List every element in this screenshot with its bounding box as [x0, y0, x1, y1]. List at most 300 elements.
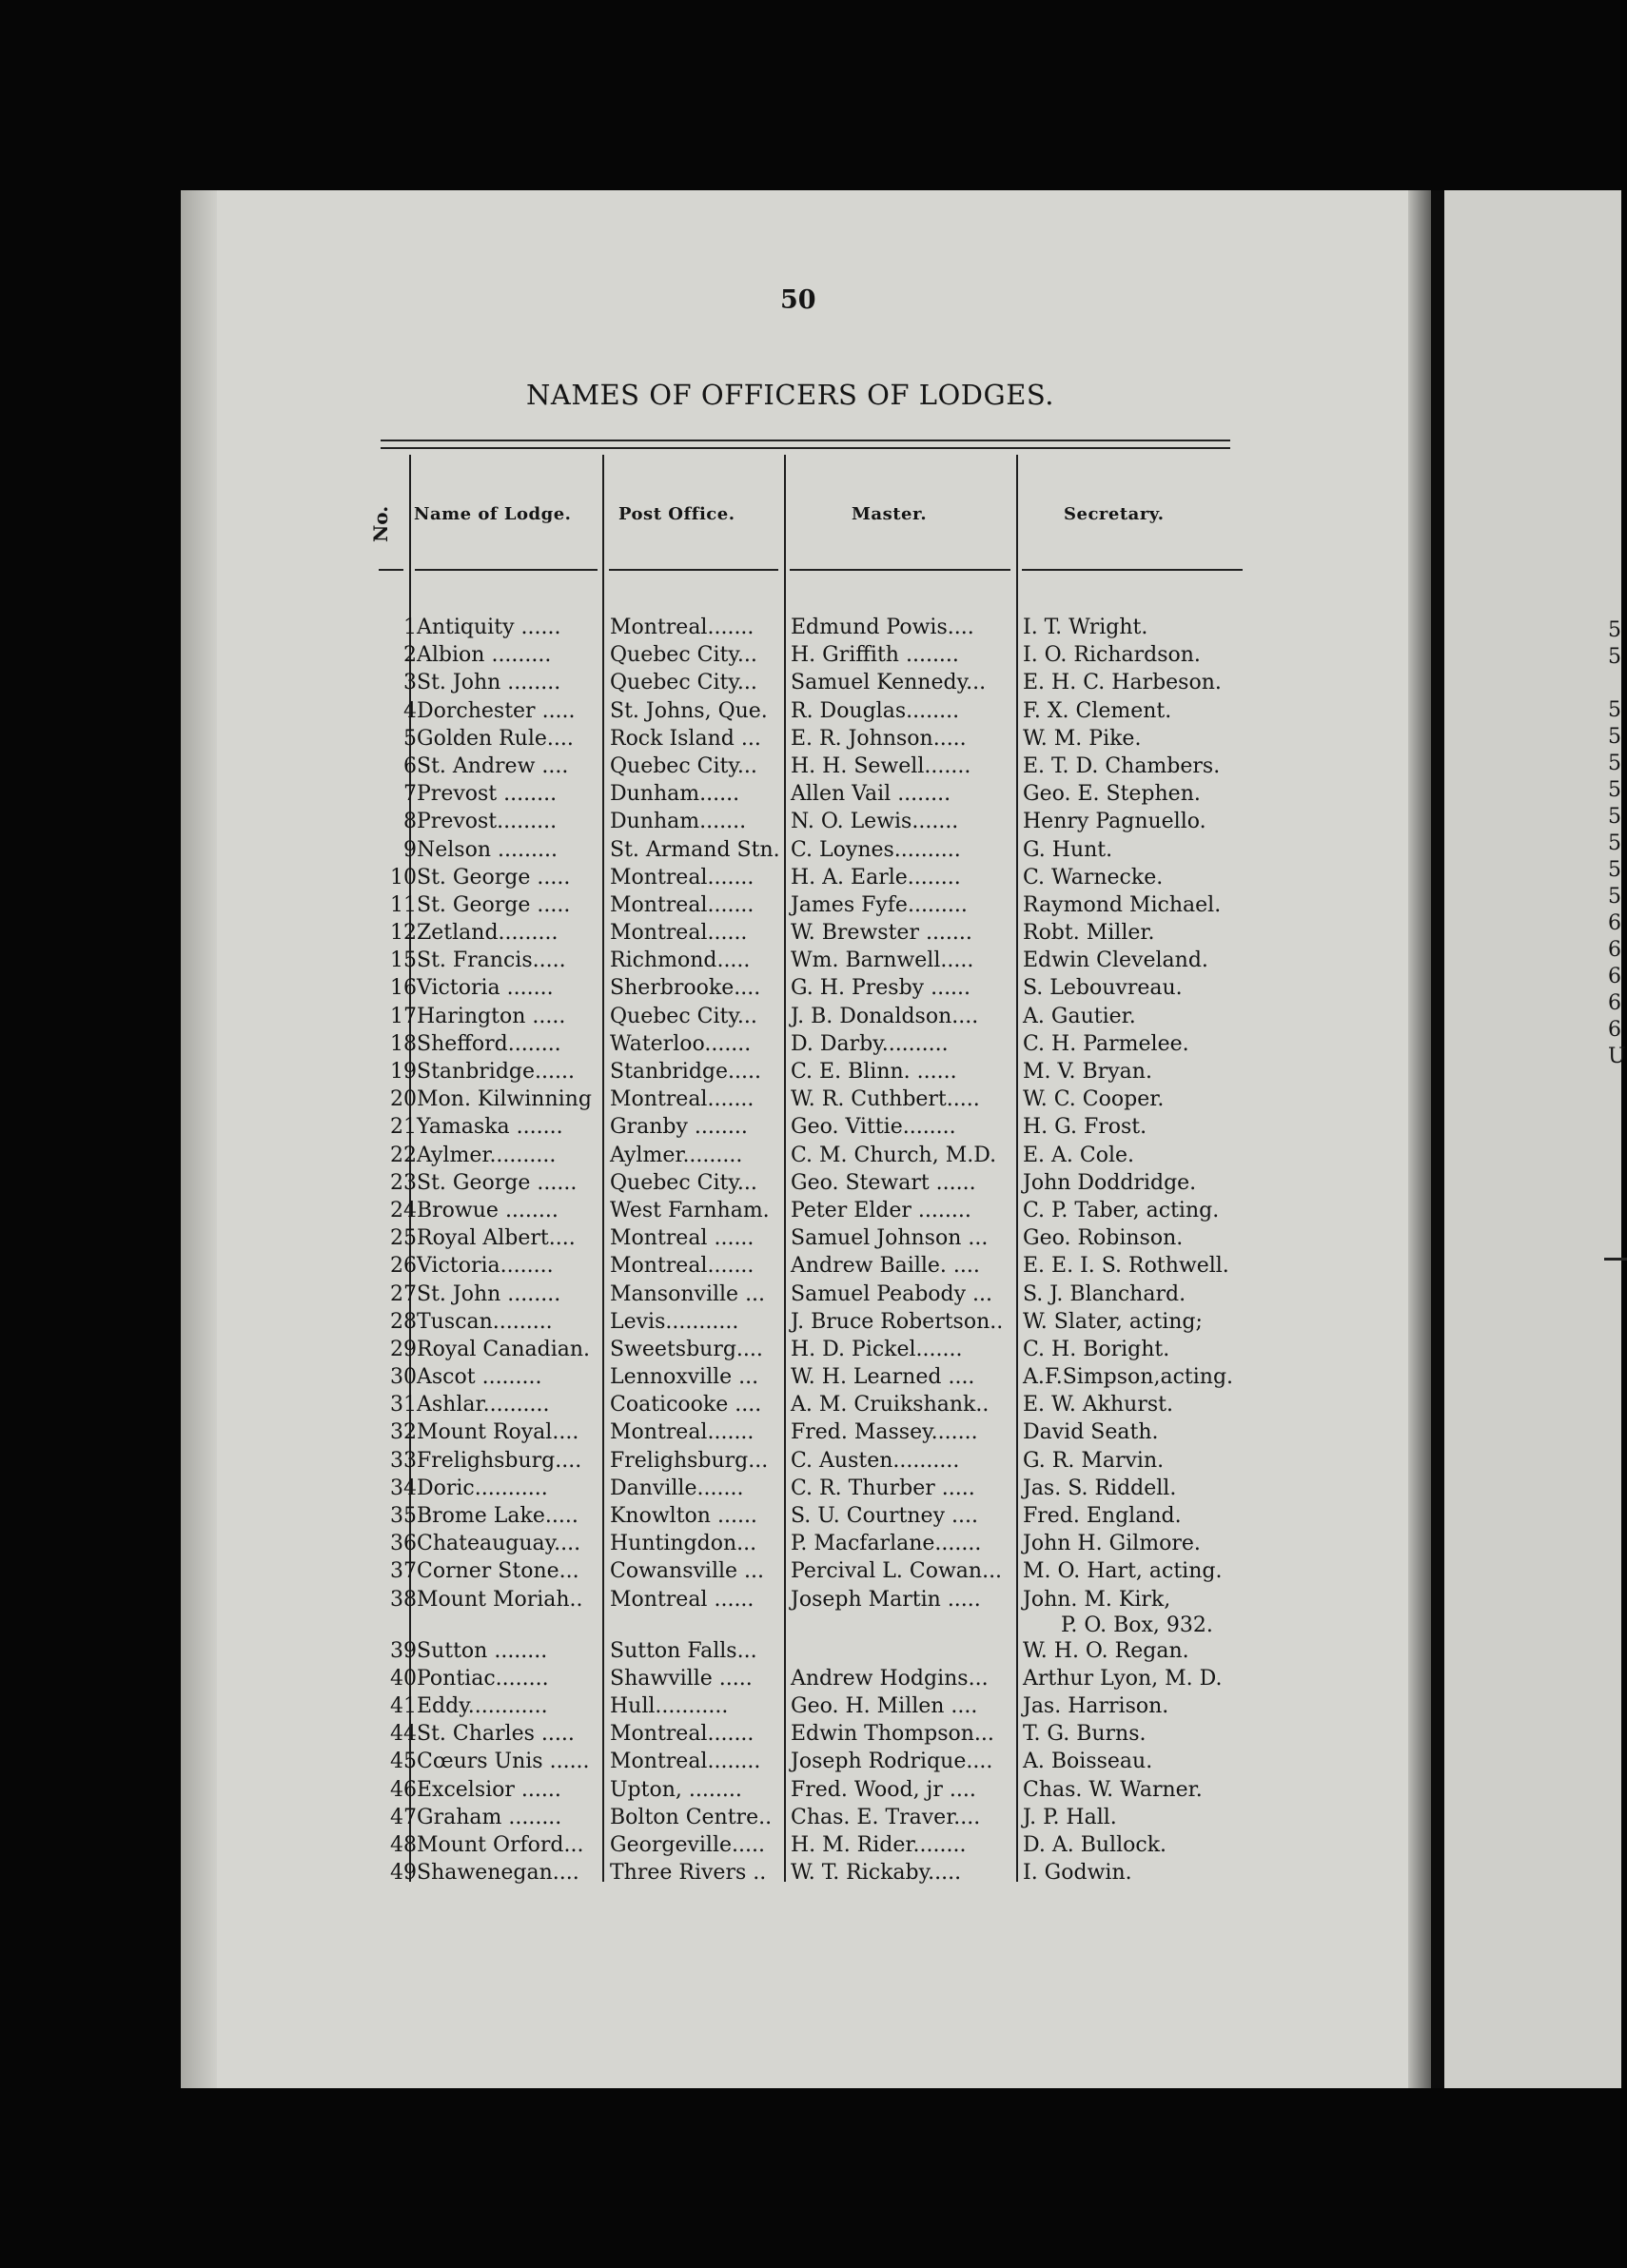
secretary-name: C. Warnecke. [1023, 865, 1164, 890]
lodge-number: 12 [390, 921, 417, 946]
lodge-name: St. John ........ [417, 1281, 561, 1306]
header-rule-name [415, 569, 598, 571]
table-row [0, 1308, 1427, 1336]
lodge-name: Shawenegan.... [417, 1861, 579, 1886]
post-office: Upton, ........ [610, 1777, 742, 1802]
post-office: Quebec City... [610, 1004, 757, 1028]
post-office: Georgeville..... [610, 1832, 765, 1857]
post-office: Three Rivers .. [610, 1861, 767, 1886]
master-name: P. Macfarlane....... [791, 1532, 982, 1556]
post-office: Waterloo....... [610, 1031, 752, 1056]
secretary-name: A. Boisseau. [1023, 1750, 1153, 1774]
post-office: West Farnham. [610, 1198, 770, 1222]
table-row [0, 697, 1427, 725]
lodge-number: 19 [390, 1060, 417, 1084]
lodge-name: St. George ..... [417, 892, 571, 917]
lodge-name: Prevost......... [417, 810, 558, 834]
lodge-number: 21 [390, 1115, 417, 1140]
header-rule-master [790, 569, 1010, 571]
secretary-name: Raymond Michael. [1023, 892, 1222, 917]
master-name: W. Brewster ....... [791, 921, 972, 946]
lodge-name: St. Andrew .... [417, 753, 569, 778]
right-page-text: U [1608, 1045, 1626, 1068]
post-office: Montreal...... [610, 921, 748, 946]
post-office: Montreal....... [610, 865, 755, 890]
lodge-name: St. Francis..... [417, 948, 566, 973]
post-office: Knowlton ...... [610, 1504, 757, 1528]
master-name: Geo. Stewart ...... [791, 1170, 976, 1195]
secretary-name: D. A. Bullock. [1023, 1832, 1167, 1857]
lodge-name: Royal Canadian. [417, 1337, 591, 1361]
secretary-name: M. O. Hart, acting. [1023, 1559, 1223, 1584]
table-row [0, 614, 1427, 641]
master-name: James Fyfe......... [791, 892, 968, 917]
lodge-number: 44 [390, 1722, 417, 1747]
right-page-text: 5 [1608, 858, 1621, 882]
right-page-text: 5 [1608, 645, 1621, 669]
post-office: Huntingdon... [610, 1532, 757, 1556]
table-row [0, 725, 1427, 753]
post-office: Montreal....... [610, 1087, 755, 1112]
post-office: Shawville ..... [610, 1666, 753, 1691]
post-office: Montreal....... [610, 1722, 755, 1747]
master-name: E. R. Johnson..... [791, 726, 967, 751]
master-name: Andrew Hodgins... [791, 1666, 989, 1691]
master-name: H. A. Earle........ [791, 865, 961, 890]
secretary-name: A. Gautier. [1023, 1004, 1136, 1028]
lodge-name: Ashlar.......... [417, 1393, 550, 1418]
master-name: C. M. Church, M.D. [791, 1143, 997, 1167]
secretary-address: P. O. Box, 932. [1061, 1613, 1213, 1637]
header-rule-secretary [1022, 569, 1243, 571]
lodge-number: 34 [390, 1476, 417, 1500]
master-name: H. D. Pickel....... [791, 1337, 963, 1361]
secretary-name: A.F.Simpson,acting. [1023, 1365, 1234, 1390]
header-master: Master. [852, 504, 928, 524]
lodge-name: Cœurs Unis ...... [417, 1750, 590, 1774]
lodge-number: 40 [390, 1666, 417, 1691]
lodge-number: 33 [390, 1448, 417, 1473]
master-name: Edwin Thompson... [791, 1722, 994, 1747]
table-row [0, 1637, 1427, 1665]
lodge-number: 6 [403, 753, 417, 778]
master-name: Joseph Martin ..... [791, 1587, 981, 1612]
right-page-text: 6 [1608, 991, 1621, 1015]
secretary-name: Edwin Cleveland. [1023, 948, 1208, 973]
secretary-name: S. Lebouvreau. [1023, 976, 1183, 1001]
right-page-text: 5 [1608, 885, 1621, 909]
secretary-name: David Seath. [1023, 1420, 1159, 1445]
table-row [0, 1142, 1427, 1169]
lodge-name: Victoria ....... [417, 976, 554, 1001]
post-office: Montreal....... [610, 1420, 755, 1445]
master-name: W. H. Learned .... [791, 1365, 975, 1390]
secretary-name: J. P. Hall. [1023, 1805, 1117, 1829]
page-title: NAMES OF OFFICERS OF LODGES. [526, 379, 1054, 411]
table-row [0, 1085, 1427, 1113]
table-row [0, 753, 1427, 780]
table-row [0, 1859, 1427, 1887]
right-page-text: 5 [1608, 618, 1621, 642]
table-row [0, 1169, 1427, 1197]
table-row [0, 1336, 1427, 1363]
secretary-name: C. H. Boright. [1023, 1337, 1170, 1361]
lodge-table [0, 614, 1427, 1887]
lodge-number: 32 [390, 1420, 417, 1445]
table-row [0, 1447, 1427, 1475]
right-page-text: 5 [1608, 805, 1621, 829]
secretary-name: E. A. Cole. [1023, 1143, 1135, 1167]
lodge-name: Mon. Kilwinning [417, 1087, 592, 1112]
lodge-number: 41 [390, 1693, 417, 1718]
lodge-number: 29 [390, 1337, 417, 1361]
lodge-name: Victoria........ [417, 1254, 554, 1279]
header-post-office: Post Office. [618, 504, 735, 524]
secretary-name: E. E. I. S. Rothwell. [1023, 1254, 1229, 1279]
secretary-name: S. J. Blanchard. [1023, 1281, 1186, 1306]
header-no: No. [369, 505, 392, 542]
table-row [0, 780, 1427, 808]
lodge-number: 7 [403, 782, 417, 807]
post-office: Montreal........ [610, 1750, 761, 1774]
post-office: Mansonville ... [610, 1281, 766, 1306]
right-page-fragment [1444, 190, 1626, 2088]
secretary-name: C. P. Taber, acting. [1023, 1198, 1220, 1222]
master-name: Edmund Powis.... [791, 616, 974, 639]
secretary-name: E. H. C. Harbeson. [1023, 671, 1222, 695]
post-office: Cowansville ... [610, 1559, 765, 1584]
master-name: W. T. Rickaby..... [791, 1861, 962, 1886]
table-row [0, 1281, 1427, 1308]
master-name: Fred. Wood, jr .... [791, 1777, 976, 1802]
master-name: C. R. Thurber ..... [791, 1476, 975, 1500]
table-row [0, 919, 1427, 947]
lodge-number: 49 [390, 1861, 417, 1886]
lodge-name: Mount Royal.... [417, 1420, 579, 1445]
lodge-number: 35 [390, 1504, 417, 1528]
lodge-number: 1 [403, 616, 417, 639]
post-office: Montreal ...... [610, 1226, 755, 1251]
master-name: C. Austen.......... [791, 1448, 960, 1473]
lodge-number: 2 [403, 643, 417, 668]
lodge-name: Tuscan......... [417, 1309, 553, 1334]
secretary-name: Henry Pagnuello. [1023, 810, 1206, 834]
table-row [0, 1692, 1427, 1720]
secretary-name: Geo. E. Stephen. [1023, 782, 1201, 807]
lodge-name: St. George ...... [417, 1170, 578, 1195]
post-office: Rock Island ... [610, 726, 761, 751]
secretary-name: W. M. Pike. [1023, 726, 1142, 751]
post-office: Sweetsburg.... [610, 1337, 763, 1361]
lodge-name: Zetland......... [417, 921, 559, 946]
right-page-text: 6 [1608, 911, 1621, 935]
table-row [0, 1530, 1427, 1557]
table-row [0, 947, 1427, 974]
lodge-number: 23 [390, 1170, 417, 1195]
lodge-number: 16 [390, 976, 417, 1001]
lodge-name: St. George ..... [417, 865, 571, 890]
table-row [0, 1665, 1427, 1692]
right-page-text: 6 [1608, 965, 1621, 988]
secretary-name: H. G. Frost. [1023, 1115, 1147, 1140]
table-row [0, 891, 1427, 919]
master-name: N. O. Lewis....... [791, 810, 959, 834]
post-office: Hull........... [610, 1693, 729, 1718]
lodge-name: Royal Albert.... [417, 1226, 576, 1251]
post-office: Dunham...... [610, 782, 740, 807]
lodge-number: 45 [390, 1750, 417, 1774]
lodge-number: 36 [390, 1532, 417, 1556]
lodge-number: 27 [390, 1281, 417, 1306]
lodge-number: 10 [390, 865, 417, 890]
right-page-text: 5 [1608, 831, 1621, 855]
lodge-name: Stanbridge...... [417, 1060, 575, 1084]
lodge-number: 25 [390, 1226, 417, 1251]
lodge-name: St. Charles ..... [417, 1722, 575, 1747]
secretary-name: F. X. Clement. [1023, 698, 1172, 723]
table-row [0, 1776, 1427, 1804]
post-office: Quebec City... [610, 753, 757, 778]
master-name: Allen Vail ........ [791, 782, 951, 807]
lodge-name: Dorchester ..... [417, 698, 576, 723]
lodge-number: 9 [403, 837, 417, 862]
lodge-name: Frelighsburg.... [417, 1448, 582, 1473]
secretary-name: I. T. Wright. [1023, 616, 1148, 639]
lodge-name: Prevost ........ [417, 782, 558, 807]
table-row [0, 669, 1427, 696]
secretary-name: John Doddridge. [1023, 1170, 1197, 1195]
post-office: Frelighsburg... [610, 1448, 769, 1473]
master-name: Peter Elder ........ [791, 1198, 971, 1222]
lodge-name: Ascot ......... [417, 1365, 542, 1390]
lodge-number: 46 [390, 1777, 417, 1802]
secretary-name: E. T. D. Chambers. [1023, 753, 1221, 778]
master-name: Samuel Johnson ... [791, 1226, 989, 1251]
secretary-name: Jas. S. Riddell. [1023, 1476, 1177, 1500]
lodge-name: Chateauguay.... [417, 1532, 581, 1556]
table-row [0, 864, 1427, 891]
lodge-name: Harington ..... [417, 1004, 566, 1028]
table-row [0, 1058, 1427, 1085]
lodge-name: Antiquity ...... [417, 616, 561, 639]
lodge-name: Eddy............ [417, 1693, 548, 1718]
post-office: Granby ........ [610, 1115, 748, 1140]
table-row [0, 1391, 1427, 1418]
lodge-name: Corner Stone... [417, 1559, 579, 1584]
lodge-number: 17 [390, 1004, 417, 1028]
right-page-text: 5 [1608, 725, 1621, 749]
post-office: Coaticooke .... [610, 1393, 762, 1418]
table-row [0, 1748, 1427, 1775]
lodge-number: 4 [403, 698, 417, 723]
table-row [0, 808, 1427, 835]
right-page-text: 6 [1608, 938, 1621, 962]
table-row [0, 836, 1427, 864]
post-office: Richmond..... [610, 948, 751, 973]
lodge-name: Excelsior ...... [417, 1777, 561, 1802]
master-name: Chas. E. Traver.... [791, 1805, 981, 1829]
post-office: Stanbridge..... [610, 1060, 761, 1084]
right-page-rule [1604, 1258, 1627, 1261]
lodge-name: Browue ........ [417, 1198, 559, 1222]
post-office: St. Armand Stn. [610, 837, 780, 862]
lodge-name: Albion ......... [417, 643, 552, 668]
master-name: Samuel Kennedy... [791, 671, 987, 695]
master-name: A. M. Cruikshank.. [791, 1393, 990, 1418]
secretary-name: G. R. Marvin. [1023, 1448, 1165, 1473]
table-row [0, 1252, 1427, 1280]
secretary-name: G. Hunt. [1023, 837, 1113, 862]
lodge-name: Doric........... [417, 1476, 548, 1500]
table-row [0, 1804, 1427, 1831]
post-office: Lennoxville ... [610, 1365, 759, 1390]
post-office: Aylmer......... [610, 1143, 743, 1167]
master-name: C. Loynes.......... [791, 837, 961, 862]
title-rule-top [381, 440, 1230, 441]
post-office: Sutton Falls... [610, 1638, 757, 1663]
lodge-number: 37 [390, 1559, 417, 1584]
header-secretary: Secretary. [1064, 504, 1165, 524]
table-row [0, 1003, 1427, 1030]
secretary-name: Jas. Harrison. [1023, 1693, 1169, 1718]
lodge-name: Shefford........ [417, 1031, 561, 1056]
lodge-number: 3 [403, 671, 417, 695]
secretary-name: Robt. Miller. [1023, 921, 1155, 946]
secretary-name: W. Slater, acting; [1023, 1309, 1203, 1334]
lodge-number: 8 [403, 810, 417, 834]
lodge-name: Mount Orford... [417, 1832, 584, 1857]
master-name: J. Bruce Robertson.. [791, 1309, 1004, 1334]
master-name: G. H. Presby ...... [791, 976, 971, 1001]
table-row [0, 1831, 1427, 1859]
lodge-name: St. John ........ [417, 671, 561, 695]
post-office: Levis........... [610, 1309, 739, 1334]
table-row [0, 1197, 1427, 1224]
table-row [0, 1224, 1427, 1252]
master-name: W. R. Cuthbert..... [791, 1087, 980, 1112]
secretary-name: Chas. W. Warner. [1023, 1777, 1203, 1802]
lodge-name: Graham ........ [417, 1805, 562, 1829]
table-row [0, 1030, 1427, 1058]
post-office: Quebec City... [610, 1170, 757, 1195]
secretary-name: W. C. Cooper. [1023, 1087, 1165, 1112]
master-name: Wm. Barnwell..... [791, 948, 974, 973]
table-row [0, 1586, 1427, 1637]
right-page-text: 5 [1608, 752, 1621, 775]
secretary-name: I. O. Richardson. [1023, 643, 1201, 668]
secretary-name: T. G. Burns. [1023, 1722, 1147, 1747]
lodge-number: 24 [390, 1198, 417, 1222]
table-row [0, 1363, 1427, 1391]
lodge-name: Sutton ........ [417, 1638, 548, 1663]
table-row [0, 1502, 1427, 1530]
lodge-number: 26 [390, 1254, 417, 1279]
right-page-text: 5 [1608, 778, 1621, 802]
lodge-number: 28 [390, 1309, 417, 1334]
post-office: Sherbrooke.... [610, 976, 761, 1001]
lodge-number: 18 [390, 1031, 417, 1056]
master-name: Geo. Vittie........ [791, 1115, 956, 1140]
lodge-number: 39 [390, 1638, 417, 1663]
post-office: St. Johns, Que. [610, 698, 768, 723]
lodge-number: 47 [390, 1805, 417, 1829]
lodge-number: 11 [390, 892, 417, 917]
lodge-name: Mount Moriah.. [417, 1587, 583, 1612]
table-row [0, 974, 1427, 1002]
post-office: Montreal....... [610, 892, 755, 917]
master-name: R. Douglas........ [791, 698, 960, 723]
post-office: Danville....... [610, 1476, 744, 1500]
master-name: Geo. H. Millen .... [791, 1693, 978, 1718]
secretary-name: Arthur Lyon, M. D. [1023, 1666, 1223, 1691]
header-rule-post [609, 569, 778, 571]
lodge-name: Yamaska ....... [417, 1115, 563, 1140]
master-name: Fred. Massey....... [791, 1420, 978, 1445]
table-row [0, 1557, 1427, 1585]
master-name: Andrew Baille. .... [791, 1254, 980, 1279]
header-name-of-lodge: Name of Lodge. [414, 504, 572, 524]
table-row [0, 1113, 1427, 1141]
post-office: Quebec City... [610, 671, 757, 695]
lodge-number: 38 [390, 1587, 417, 1612]
lodge-name: Brome Lake..... [417, 1504, 578, 1528]
lodge-name: Nelson ......... [417, 837, 558, 862]
secretary-name: I. Godwin. [1023, 1861, 1132, 1886]
lodge-name: Pontiac........ [417, 1666, 549, 1691]
master-name: H. H. Sewell....... [791, 753, 971, 778]
post-office: Montreal....... [610, 616, 755, 639]
secretary-name: W. H. O. Regan. [1023, 1638, 1189, 1663]
post-office: Montreal ...... [610, 1587, 755, 1612]
lodge-number: 15 [390, 948, 417, 973]
lodge-number: 48 [390, 1832, 417, 1857]
lodge-number: 31 [390, 1393, 417, 1418]
master-name: S. U. Courtney .... [791, 1504, 978, 1528]
post-office: Montreal....... [610, 1254, 755, 1279]
master-name: Samuel Peabody ... [791, 1281, 993, 1306]
header-rule-no [379, 569, 403, 571]
right-page-text: 5 [1608, 698, 1621, 722]
master-name: H. Griffith ........ [791, 643, 959, 668]
secretary-name: E. W. Akhurst. [1023, 1393, 1173, 1418]
secretary-name: M. V. Bryan. [1023, 1060, 1152, 1084]
lodge-name: Golden Rule.... [417, 726, 574, 751]
master-name: Percival L. Cowan... [791, 1559, 1003, 1584]
table-row [0, 1475, 1427, 1502]
lodge-number: 22 [390, 1143, 417, 1167]
secretary-name: Geo. Robinson. [1023, 1226, 1184, 1251]
page-number: 50 [780, 285, 816, 315]
secretary-name: C. H. Parmelee. [1023, 1031, 1189, 1056]
secretary-name: Fred. England. [1023, 1504, 1182, 1528]
master-name: D. Darby.......... [791, 1031, 949, 1056]
lodge-number: 30 [390, 1365, 417, 1390]
master-name: Joseph Rodrique.... [791, 1750, 993, 1774]
post-office: Quebec City... [610, 643, 757, 668]
lodge-number: 20 [390, 1087, 417, 1112]
master-name: H. M. Rider........ [791, 1832, 967, 1857]
lodge-number: 5 [403, 726, 417, 751]
secretary-name: John. M. Kirk, [1023, 1587, 1171, 1612]
master-name: J. B. Donaldson.... [791, 1004, 979, 1028]
page-divider [1431, 190, 1444, 2088]
secretary-name: John H. Gilmore. [1023, 1532, 1201, 1556]
table-row [0, 1720, 1427, 1748]
lodge-name: Aylmer.......... [417, 1143, 557, 1167]
table-row [0, 641, 1427, 669]
table-row [0, 1418, 1427, 1446]
post-office: Dunham....... [610, 810, 747, 834]
